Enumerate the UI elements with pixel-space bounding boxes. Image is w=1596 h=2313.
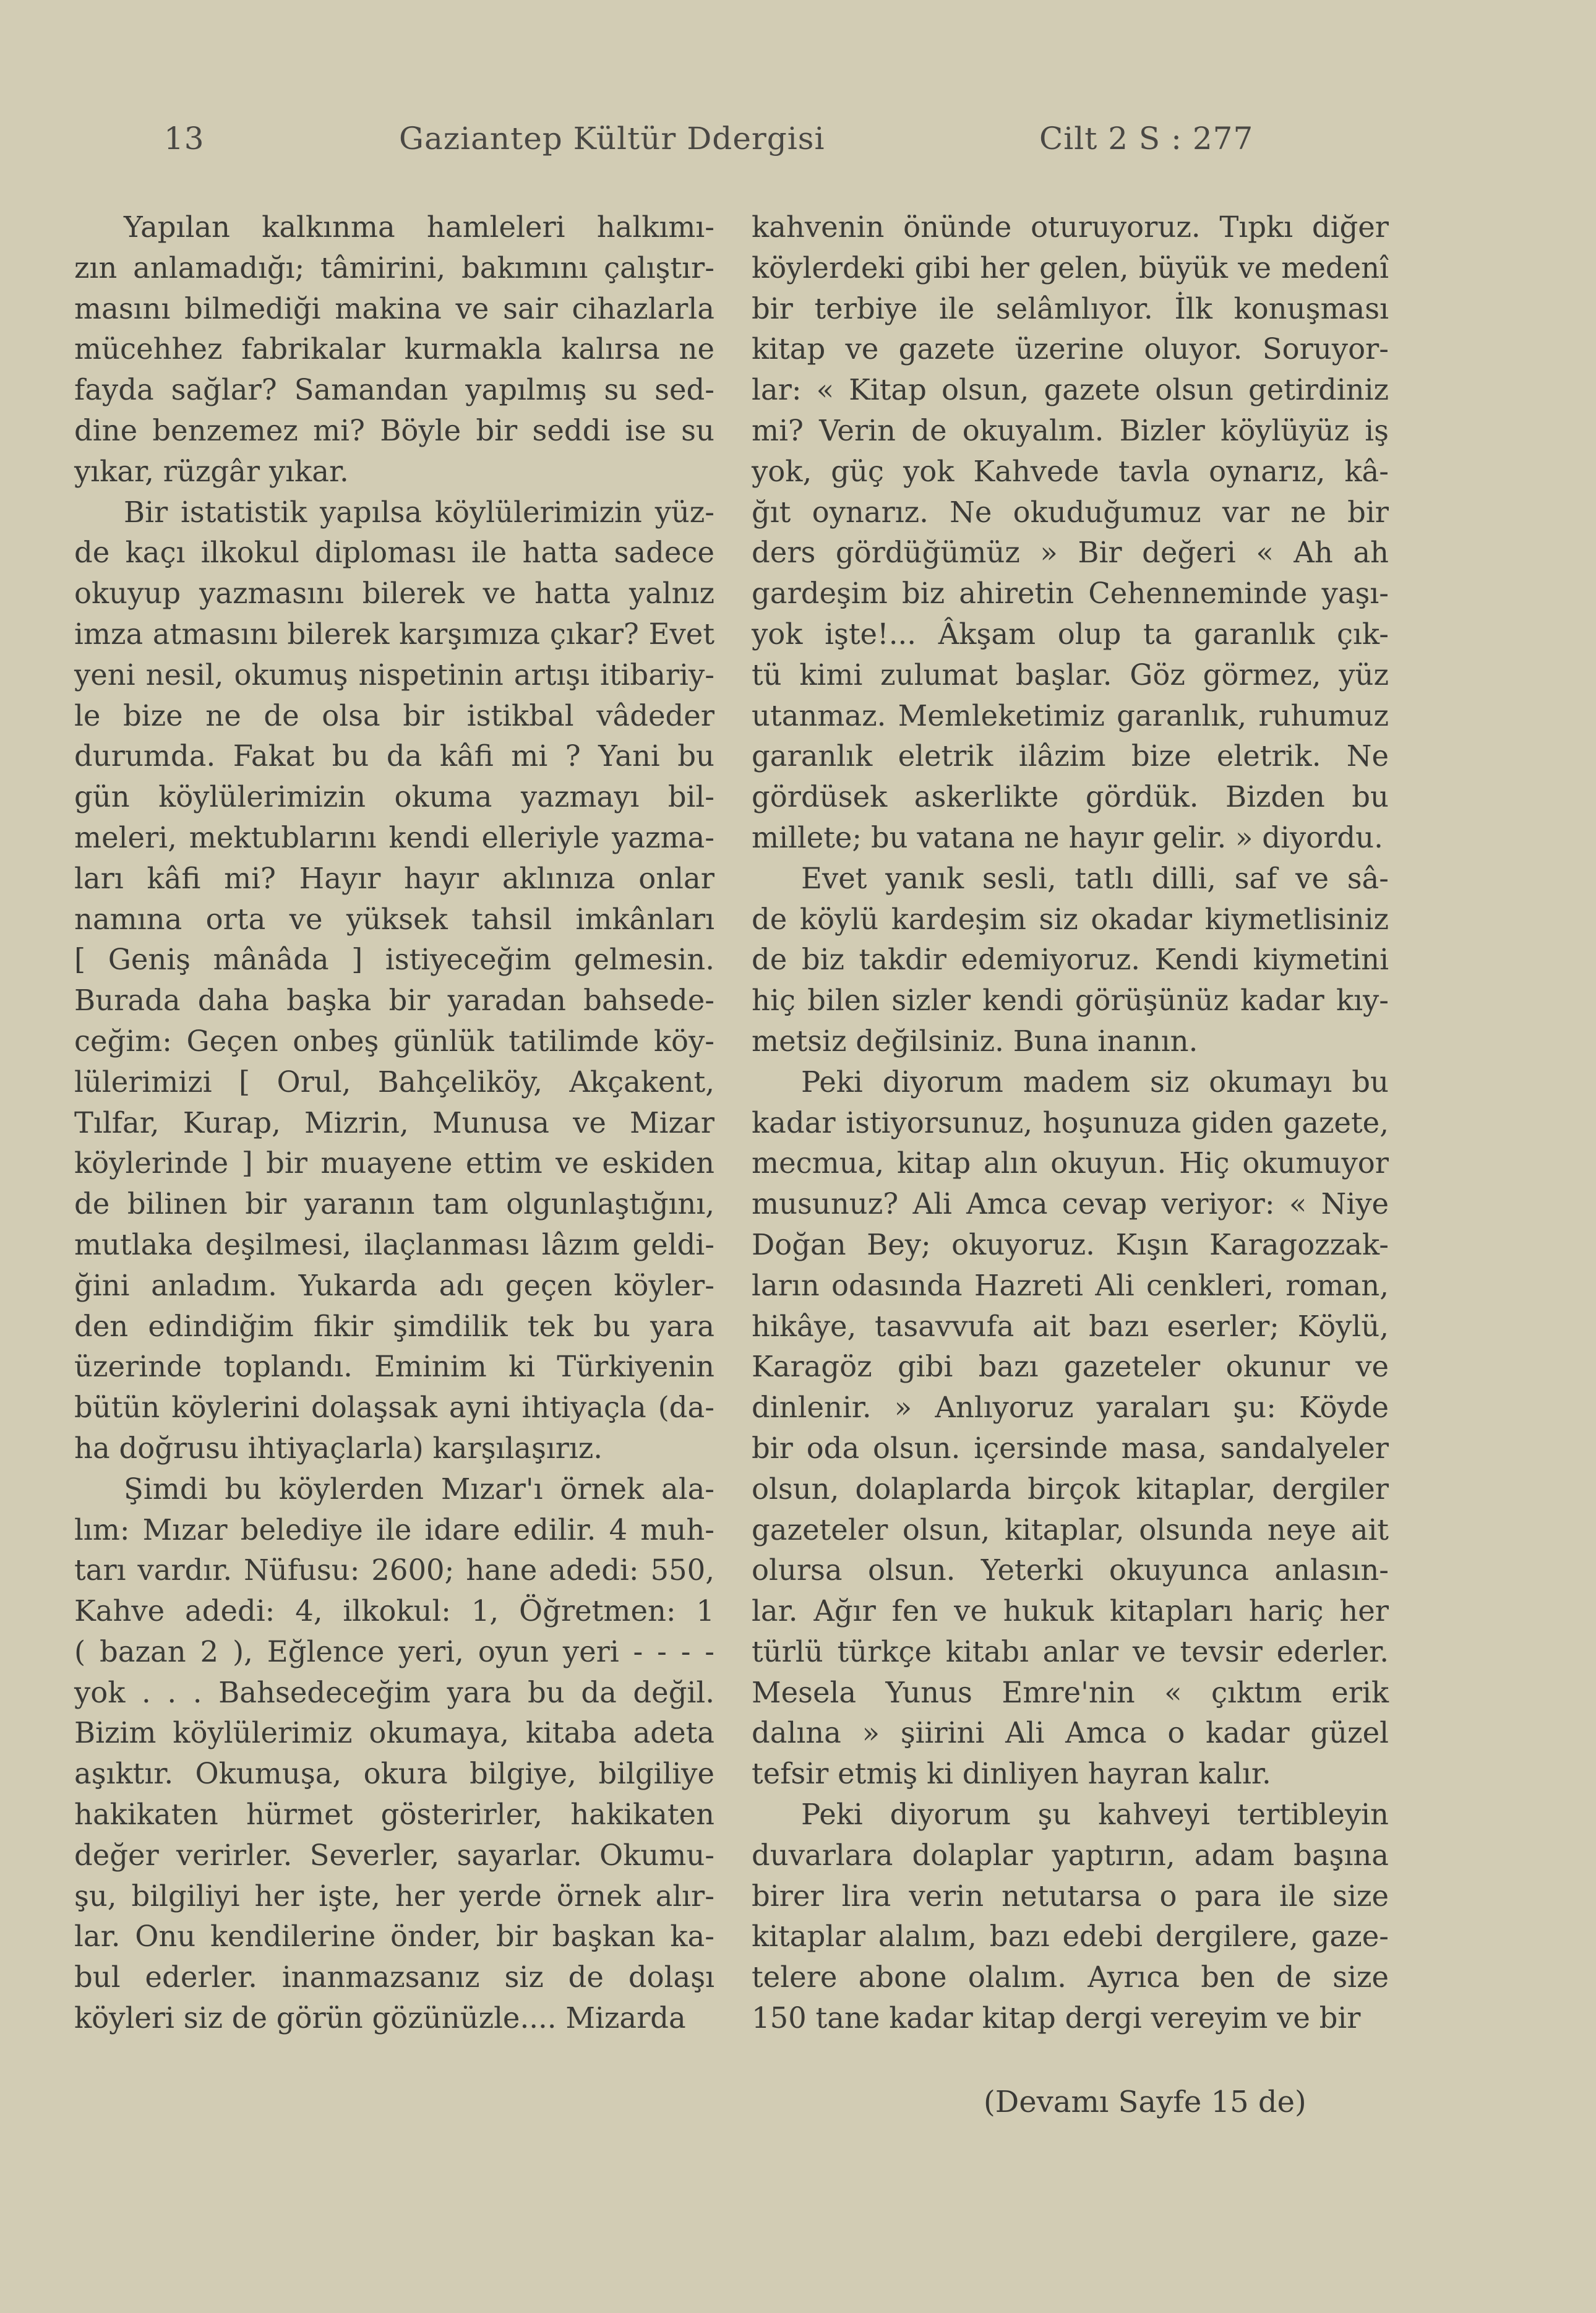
text-line: durumda. Fakat bu da kâfi mi ? Yani bu xyxy=(74,739,714,773)
text-line: değer verirler. Severler, sayarlar. Okumu- xyxy=(74,1838,714,1872)
right-text-column xyxy=(752,207,1389,2039)
text-line: şu, bilgiliyi her işte, her yerde örnek alır- xyxy=(74,1879,714,1913)
text-line: kahvenin önünde oturuyoruz. Tıpkı diğer xyxy=(752,210,1389,244)
text-line: ğini anladım. Yukarda adı geçen köyler- xyxy=(74,1268,714,1302)
text-line: gardeşim biz ahiretin Cehenneminde yaşı- xyxy=(752,577,1389,611)
text-line: Evet yanık sesli, tatlı dilli, saf ve sâ- xyxy=(801,861,1389,895)
text-line: türlü türkçe kitabı anlar ve tevsir ederler. xyxy=(752,1634,1389,1668)
text-line: Peki diyorum şu kahveyi tertibleyin xyxy=(801,1798,1389,1832)
text-line: dine benzemez mi? Böyle bir seddi ise su xyxy=(74,413,714,447)
text-line: gördüsek askerlikte gördük. Bizden bu xyxy=(752,780,1389,814)
volume-issue: Cilt 2 S : 277 xyxy=(1039,121,1254,157)
continuation-note: (Devamı Sayfe 15 de) xyxy=(984,2085,1306,2119)
text-line: okuyup yazmasını bilerek ve hatta yalnız xyxy=(74,577,714,611)
text-line: Karagöz gibi bazı gazeteler okunur ve xyxy=(752,1350,1389,1384)
text-line: Mesela Yunus Emre'nin « çıktım erik xyxy=(752,1675,1389,1709)
text-line: köylerinde ] bir muayene ettim ve eskiden xyxy=(74,1146,714,1180)
text-line: Tılfar, Kurap, Mizrin, Munusa ve Mizar xyxy=(74,1105,714,1139)
text-line: bütün köylerini dolaşsak ayni ihtiyaçla (da- xyxy=(74,1391,714,1425)
text-line: millete; bu vatana ne hayır gelir. » diyordu. xyxy=(752,820,1383,854)
page-number: 13 xyxy=(164,121,205,157)
text-line: yok, güç yok Kahvede tavla oynarız, kâ- xyxy=(752,454,1389,488)
text-line: bir terbiye ile selâmlıyor. İlk konuşması xyxy=(752,291,1389,325)
text-line: tefsir etmiş ki dinliyen hayran kalır. xyxy=(752,1757,1271,1791)
text-line: bir oda olsun. içersinde masa, sandalyeler xyxy=(752,1431,1389,1465)
journal-title: Gaziantep Kültür Ddergisi xyxy=(399,121,825,157)
text-line: gazeteler olsun, kitaplar, olsunda neye ait xyxy=(752,1513,1389,1547)
text-line: hakikaten hürmet gösterirler, hakikaten xyxy=(74,1798,714,1832)
text-line: gün köylülerimizin okuma yazmayı bil- xyxy=(74,780,714,814)
text-line: Doğan Bey; okuyoruz. Kışın Karagozzak- xyxy=(752,1227,1389,1261)
text-line: Kahve adedi: 4, ilkokul: 1, Öğretmen: 1 xyxy=(74,1594,714,1628)
text-line: metsiz değilsiniz. Buna inanın. xyxy=(752,1024,1198,1058)
text-line: imza atmasını bilerek karşımıza çıkar? Evet xyxy=(74,617,714,651)
text-line: olsun, dolaplarda birçok kitaplar, dergiler xyxy=(752,1472,1389,1506)
text-line: bul ederler. inanmazsanız siz de dolaşı xyxy=(74,1960,714,1994)
text-line: 150 tane kadar kitap dergi vereyim ve bir xyxy=(752,2001,1361,2035)
text-line: den edindiğim fikir şimdilik tek bu yara xyxy=(74,1309,714,1343)
text-line: de köylü kardeşim siz okadar kiymetlisiniz xyxy=(752,902,1389,936)
text-line: mi? Verin de okuyalım. Bizler köylüyüz iş xyxy=(752,413,1389,447)
text-line: namına orta ve yüksek tahsil imkânları xyxy=(74,902,714,936)
text-line: lar. Ağır fen ve hukuk kitapları hariç her xyxy=(752,1594,1389,1628)
text-line: ceğim: Geçen onbeş günlük tatilimde köy- xyxy=(74,1024,714,1058)
text-line: olursa olsun. Yeterki okuyunca anlasın- xyxy=(752,1553,1389,1587)
text-line: dalına » şiirini Ali Amca o kadar güzel xyxy=(752,1716,1389,1750)
text-line: lar: « Kitap olsun, gazete olsun getirdiniz xyxy=(752,373,1389,407)
text-line: ları kâfi mi? Hayır hayır aklınıza onlar xyxy=(74,861,714,895)
text-line: tarı vardır. Nüfusu: 2600; hane adedi: 550, xyxy=(74,1553,714,1587)
left-text-column xyxy=(74,207,714,2039)
text-line: hikâye, tasavvufa ait bazı eserler; Köylü, xyxy=(752,1309,1389,1343)
text-line: fayda sağlar? Samandan yapılmış su sed- xyxy=(74,373,714,407)
text-line: telere abone olalım. Ayrıca ben de size xyxy=(752,1960,1389,1994)
text-line: lar. Onu kendilerine önder, bir başkan ka- xyxy=(74,1920,714,1954)
text-line: üzerinde toplandı. Eminim ki Türkiyenin xyxy=(74,1350,714,1384)
text-line: garanlık eletrik ilâzim bize eletrik. Ne xyxy=(752,739,1389,773)
text-line: yeni nesil, okumuş nispetinin artışı itibariy- xyxy=(74,658,714,692)
text-line: duvarlara dolaplar yaptırın, adam başına xyxy=(752,1838,1389,1872)
text-line: meleri, mektublarını kendi elleriyle yazma- xyxy=(74,820,714,854)
text-line: tü kimi zulumat başlar. Göz görmez, yüz xyxy=(752,658,1389,692)
text-line: köyleri siz de görün gözünüzle.... Mizarda xyxy=(74,2001,686,2035)
text-line: yıkar, rüzgâr yıkar. xyxy=(74,454,349,488)
text-line: kadar istiyorsunuz, hoşunuza giden gazete, xyxy=(752,1105,1389,1139)
text-line: de biz takdir edemiyoruz. Kendi kiymetini xyxy=(752,943,1389,977)
text-line: köylerdeki gibi her gelen, büyük ve medenî xyxy=(752,251,1389,285)
text-line: Bizim köylülerimiz okumaya, kitaba adeta xyxy=(74,1716,714,1750)
text-line: mücehhez fabrikalar kurmakla kalırsa ne xyxy=(74,332,714,366)
text-line: de kaçı ilkokul diploması ile hatta sadece xyxy=(74,536,714,570)
text-line: Yapılan kalkınma hamleleri halkımı- xyxy=(124,210,714,244)
text-line: le bize ne de olsa bir istikbal vâdeder xyxy=(74,698,714,732)
text-line: ha doğrusu ihtiyaçlarla) karşılaşırız. xyxy=(74,1431,603,1465)
text-line: yok işte!... Âkşam olup ta garanlık çık- xyxy=(752,617,1389,651)
text-line: kitaplar alalım, bazı edebi dergilere, gaze- xyxy=(752,1920,1389,1954)
text-line: utanmaz. Memleketimiz garanlık, ruhumuz xyxy=(752,698,1389,732)
text-line: Burada daha başka bir yaradan bahsede- xyxy=(74,984,714,1018)
text-line: Peki diyorum madem siz okumayı bu xyxy=(801,1065,1389,1099)
text-line: mutlaka deşilmesi, ilaçlanması lâzım geldi- xyxy=(74,1227,714,1261)
text-line: zın anlamadığı; tâmirini, bakımını çalıştır- xyxy=(74,251,714,285)
text-line: lülerimizi [ Orul, Bahçeliköy, Akçakent, xyxy=(74,1065,714,1099)
text-line: ğıt oynarız. Ne okuduğumuz var ne bir xyxy=(752,495,1389,529)
text-line: [ Geniş mânâda ] istiyeceğim gelmesin. xyxy=(74,943,714,977)
text-line: hiç bilen sizler kendi görüşünüz kadar kıy- xyxy=(752,984,1389,1018)
text-line: birer lira verin netutarsa o para ile size xyxy=(752,1879,1389,1913)
text-line: aşıktır. Okumuşa, okura bilgiye, bilgiliye xyxy=(74,1757,714,1791)
text-line: musunuz? Ali Amca cevap veriyor: « Niye xyxy=(752,1187,1389,1221)
text-line: ların odasında Hazreti Ali cenkleri, roman, xyxy=(752,1268,1389,1302)
text-line: dinlenir. » Anlıyoruz yaraları şu: Köyde xyxy=(752,1391,1389,1425)
text-line: mecmua, kitap alın okuyun. Hiç okumuyor xyxy=(752,1146,1389,1180)
text-line: masını bilmediği makina ve sair cihazlarla xyxy=(74,291,714,325)
text-line: lım: Mızar belediye ile idare edilir. 4 muh- xyxy=(74,1513,714,1547)
text-line: ders gördüğümüz » Bir değeri « Ah ah xyxy=(752,536,1389,570)
text-line: Şimdi bu köylerden Mızar'ı örnek ala- xyxy=(124,1472,714,1506)
text-line: Bir istatistik yapılsa köylülerimizin yüz- xyxy=(124,495,714,529)
text-line: kitap ve gazete üzerine oluyor. Soruyor- xyxy=(752,332,1389,366)
text-line: de bilinen bir yaranın tam olgunlaştığını, xyxy=(74,1187,714,1221)
text-line: ( bazan 2 ), Eğlence yeri, oyun yeri - - - - xyxy=(74,1634,714,1668)
text-line: yok . . . Bahsedeceğim yara bu da değil. xyxy=(74,1675,714,1709)
